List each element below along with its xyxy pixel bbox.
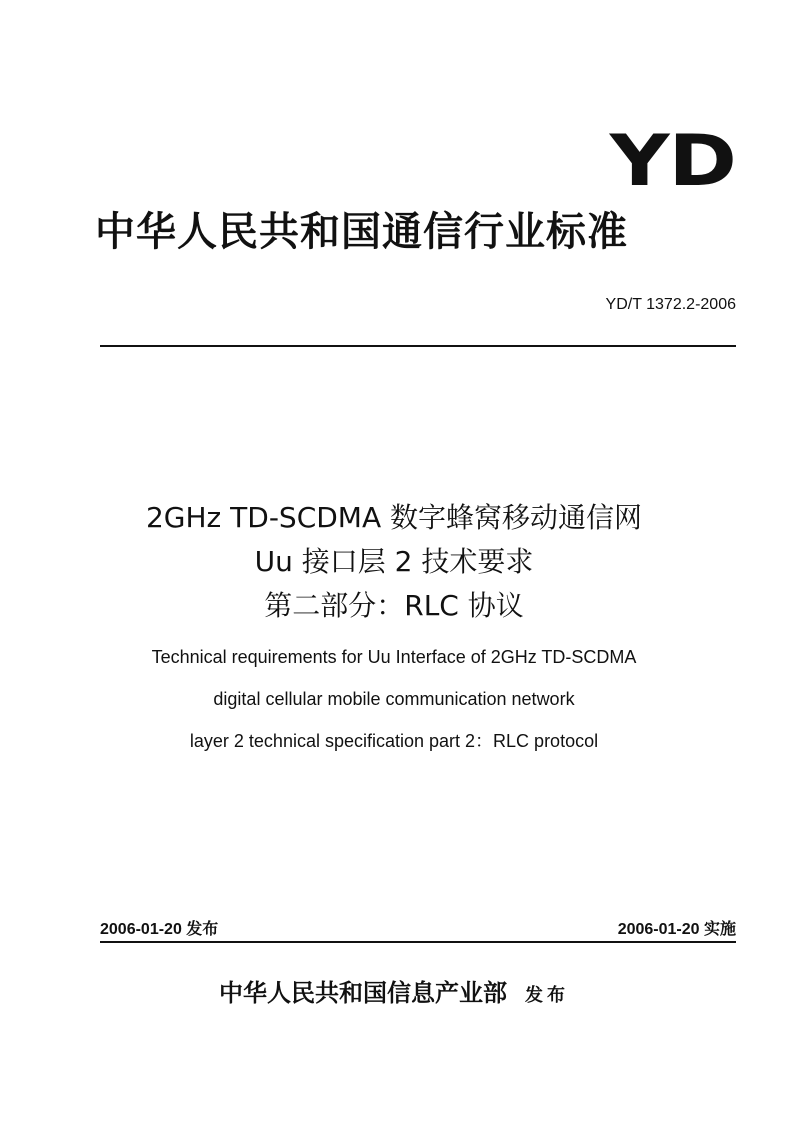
footer-divider bbox=[100, 941, 736, 943]
standard-category-title: 中华人民共和国通信行业标准 bbox=[95, 209, 628, 255]
chinese-title bbox=[0, 496, 788, 628]
chinese-title-line-1: 2GHz TD-SCDMA 数字蜂窝移动通信网 bbox=[145, 501, 643, 534]
chinese-title-line-3: 第二部分：RLC 协议 bbox=[264, 589, 524, 622]
standard-number: YD/T 1372.2-2006 bbox=[605, 296, 736, 313]
issue-date: 2006-01-20 发布 bbox=[100, 921, 219, 938]
english-title-line-3: layer 2 technical specification part 2：RLC protocol bbox=[189, 731, 599, 751]
chinese-title-line-2: Uu 接口层 2 技术要求 bbox=[254, 545, 534, 578]
yd-logo: YD bbox=[609, 120, 736, 202]
publisher-line bbox=[0, 978, 788, 1011]
english-title-line-2: digital cellular mobile communication network bbox=[213, 689, 575, 709]
english-title-line-1: Technical requirements for Uu Interface of 2GHz TD-SCDMA bbox=[151, 647, 637, 667]
publish-label: 发布 bbox=[525, 985, 569, 1006]
implementation-date: 2006-01-20 实施 bbox=[617, 921, 736, 938]
header-divider bbox=[100, 345, 736, 347]
english-title bbox=[0, 636, 788, 762]
publisher-name: 中华人民共和国信息产业部 bbox=[219, 978, 507, 1007]
